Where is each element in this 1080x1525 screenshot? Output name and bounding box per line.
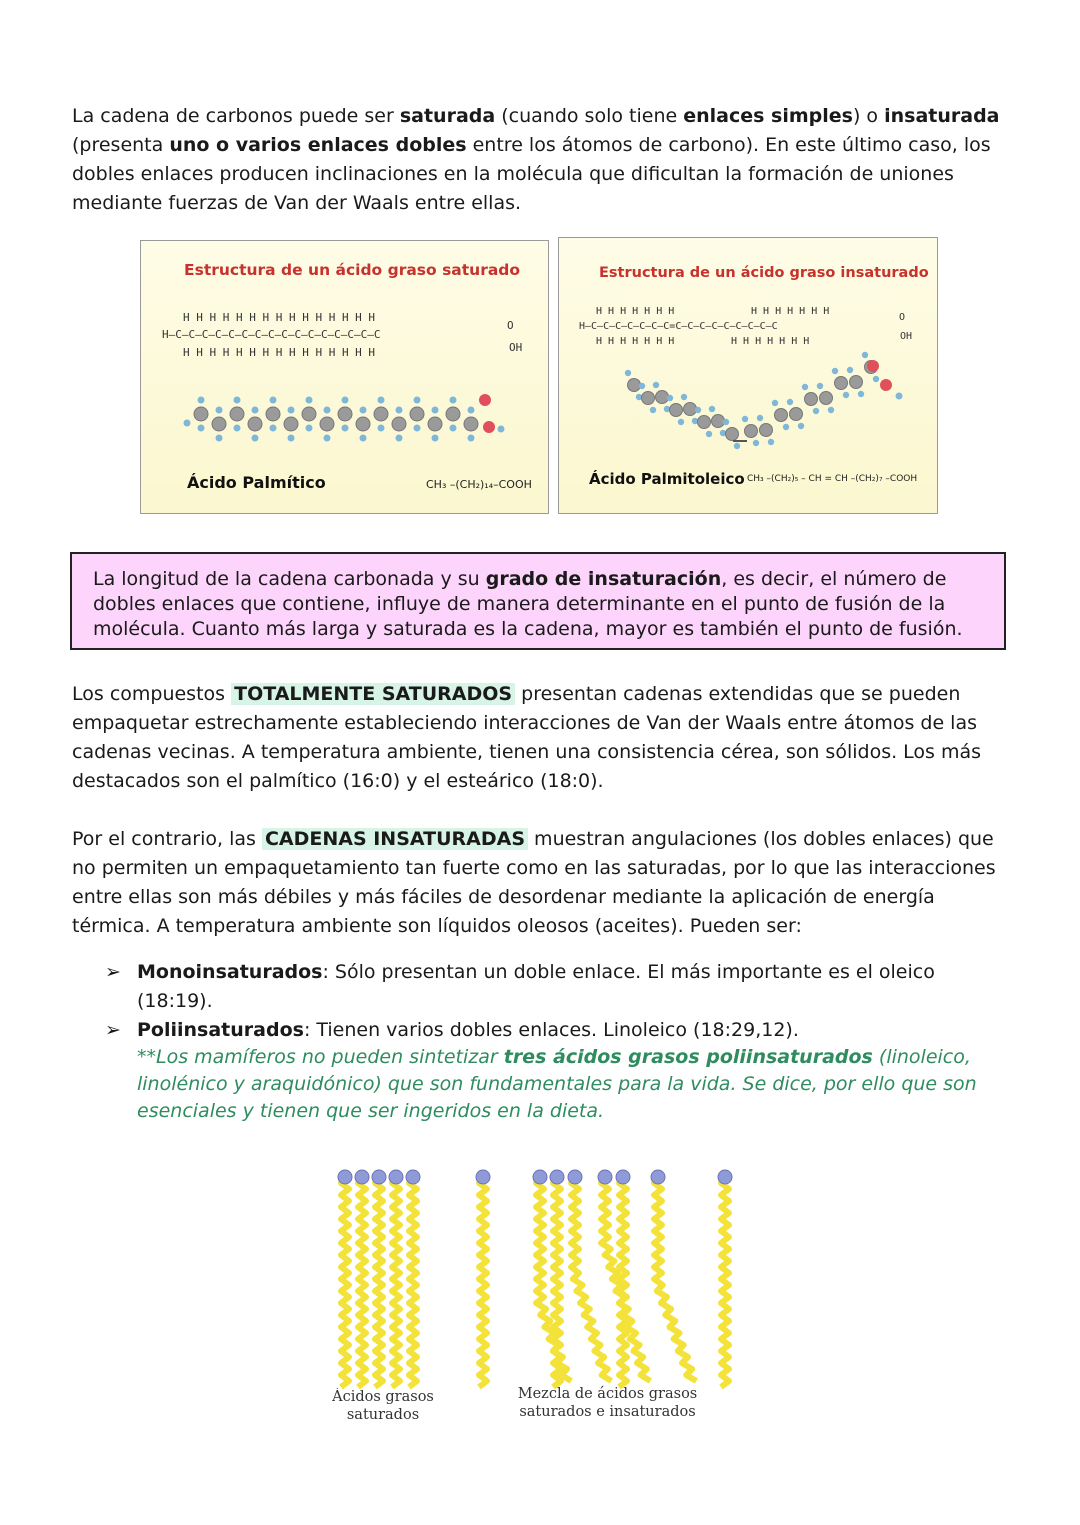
- list-item-monoinsaturados: ➢ Monoinsaturados: Sólo presentan un doble enlace. El más importante es el oleico (18:19).: [105, 958, 1005, 1016]
- carbon-atom: [775, 409, 788, 422]
- hydrogen-atom: [667, 395, 673, 401]
- polar-head: [406, 1170, 420, 1184]
- polar-head: [616, 1170, 630, 1184]
- hydrogen-atom: [817, 383, 823, 389]
- saturated-fatty-acid-figure: [140, 240, 549, 514]
- hydrogen-atom: [252, 435, 259, 442]
- carbon-atom: [356, 417, 370, 431]
- carbon-atom: [230, 407, 244, 421]
- hydrogen-atom: [324, 407, 331, 414]
- unsaturated-h-row-top-left: H H H H H H H: [596, 306, 675, 317]
- saturated-paragraph: Los compuestos TOTALMENTE SATURADOS presentan cadenas extendidas que se pueden empaquetar estrechamente estableciendo interacciones de Van der Waals entre átomos de las cadenas vecinas. A temperatura ambiente, tienen una consistencia cérea, son sólidos. Los más destacados son el palmítico (16:0) y el esteárico (18:0).: [72, 683, 982, 792]
- polar-head: [389, 1170, 403, 1184]
- unsaturated-h-row-bottom-left: H H H H H H H: [596, 336, 675, 347]
- hydrogen-atom: [396, 435, 403, 442]
- carbon-atom: [726, 428, 739, 441]
- unsaturated-carbon-chain: H–C–C–C–C–C–C–C=C–C–C–C–C–C–C–C–C: [579, 321, 778, 332]
- hydrogen-atom: [234, 425, 241, 432]
- hydrogen-atom: [787, 399, 793, 405]
- chain-tail: [721, 1177, 729, 1387]
- carbon-atom: [410, 407, 424, 421]
- polar-head: [476, 1170, 490, 1184]
- hydrogen-atom: [468, 407, 475, 414]
- unsaturated-highlight: CADENAS INSATURADAS: [262, 828, 528, 850]
- saturated-chain: [476, 1170, 490, 1387]
- hydrogen-atom: [734, 443, 740, 449]
- hydrogen-atom: [706, 431, 712, 437]
- carbon-atom: [712, 415, 725, 428]
- hydrogen-atom: [450, 425, 457, 432]
- hydrogen-atom: [432, 407, 439, 414]
- carbon-atom: [698, 416, 711, 429]
- saturated-chain: [550, 1170, 564, 1387]
- polar-head: [598, 1170, 612, 1184]
- hydrogen-atom: [342, 397, 349, 404]
- unsaturated-acid-formula: CH₃ –(CH₂)₅ – CH = CH –(CH₂)₇ –COOH: [747, 474, 918, 484]
- unsaturated-o-label: O: [899, 312, 906, 323]
- hydrogen-atom: [709, 406, 715, 412]
- saturated-chain: [355, 1170, 369, 1387]
- hydrogen-atom: [468, 435, 475, 442]
- hydrogen-atom: [216, 435, 223, 442]
- oxygen-atom: [483, 421, 495, 433]
- unsaturated-h-row-top-right: H H H H H H H: [751, 306, 830, 317]
- chain-tail: [375, 1177, 383, 1387]
- hydrogen-atom: [783, 424, 789, 430]
- hydrogen-atom: [650, 407, 656, 413]
- hydrogen-atom: [862, 352, 868, 358]
- hydrogen-atom: [288, 407, 295, 414]
- carbon-atom: [835, 377, 848, 390]
- saturated-ball-model: [184, 394, 505, 442]
- hydrogen-atom: [828, 407, 834, 413]
- carbon-atom: [212, 417, 226, 431]
- hydrogen-atom: [843, 392, 849, 398]
- hydrogen-atom: [847, 367, 853, 373]
- chain-tail: [654, 1177, 696, 1381]
- chain-tail: [553, 1177, 561, 1387]
- carbon-atom: [392, 417, 406, 431]
- saturated-chain: [616, 1170, 630, 1387]
- hydrogen-atom: [753, 440, 759, 446]
- carbon-atom: [338, 407, 352, 421]
- carbon-atom: [266, 407, 280, 421]
- hydrogen-atom: [802, 384, 808, 390]
- hydrogen-atom: [432, 435, 439, 442]
- hydrogen-atom: [798, 423, 804, 429]
- hydrogen-atom: [324, 435, 331, 442]
- unsaturated-acid-name: Ácido Palmitoleico: [589, 470, 745, 488]
- hydrogen-atom: [653, 382, 659, 388]
- polar-head: [372, 1170, 386, 1184]
- hydrogen-atom: [184, 420, 191, 427]
- hydrogen-atom: [768, 439, 774, 445]
- saturated-h-row-bottom: H H H H H H H H H H H H H H H: [183, 346, 376, 359]
- caption-mixture: Mezcla de ácidos grasos saturados e insaturados: [517, 1386, 698, 1420]
- polar-head: [718, 1170, 732, 1184]
- saturated-chain: [338, 1170, 352, 1387]
- hydrogen-atom: [625, 370, 631, 376]
- hydrogen-atom: [360, 435, 367, 442]
- carbon-atom: [446, 407, 460, 421]
- unsaturated-fatty-acid-figure: [558, 237, 938, 514]
- hydrogen-atom: [270, 397, 277, 404]
- unsaturated-ball-model: [625, 352, 903, 449]
- unsaturated-types-list: [105, 958, 1005, 1045]
- arrow-bullet-icon: ➢: [105, 1019, 121, 1041]
- chain-tail: [341, 1177, 349, 1387]
- hydrogen-atom: [498, 426, 505, 433]
- hydrogen-atom: [813, 408, 819, 414]
- hydrogen-atom: [772, 400, 778, 406]
- fatty-acid-packing-illustration: [325, 1163, 785, 1408]
- chain-tail: [409, 1177, 417, 1387]
- melting-point-note: [70, 552, 1006, 650]
- hydrogen-atom: [252, 407, 259, 414]
- essential-fatty-acids-note: **Los mamíferos no pueden sintetizar tres ácidos grasos poliinsaturados (linoleico, linolénico y araquidónico) que son fundamentales para la vida. Se dice, por ello que son esenciales y tienen que ser ingeridos en la dieta.: [137, 1046, 977, 1122]
- polar-head: [651, 1170, 665, 1184]
- arrow-bullet-icon: ➢: [105, 961, 121, 983]
- caption-saturated: Ácidos grasos saturados: [332, 1389, 434, 1422]
- hydrogen-atom: [360, 407, 367, 414]
- hydrogen-atom: [450, 397, 457, 404]
- unsaturated-chain: [651, 1170, 696, 1381]
- hydrogen-atom: [742, 416, 748, 422]
- hydrogen-atom: [873, 376, 879, 382]
- carbon-atom: [320, 417, 334, 431]
- hydrogen-atom: [216, 407, 223, 414]
- saturated-h-row-top: H H H H H H H H H H H H H H H: [183, 311, 376, 324]
- carbon-atom: [850, 376, 863, 389]
- hydrogen-atom: [639, 383, 645, 389]
- unsaturated-figure-title: Estructura de un ácido graso insaturado: [599, 265, 929, 281]
- polar-head: [568, 1170, 582, 1184]
- hydrogen-atom: [198, 425, 205, 432]
- hydrogen-atom: [723, 419, 729, 425]
- saturated-chain: [406, 1170, 420, 1387]
- carbon-atom: [628, 379, 641, 392]
- unsaturated-oh-label: OH: [900, 331, 913, 342]
- carbon-atom: [790, 408, 803, 421]
- hydrogen-atom: [681, 394, 687, 400]
- saturated-chain: [389, 1170, 403, 1387]
- hydrogen-atom: [306, 397, 313, 404]
- saturated-oh-label: OH: [509, 341, 523, 354]
- saturated-highlight: TOTALMENTE SATURADOS: [231, 683, 515, 705]
- hydrogen-atom: [414, 397, 421, 404]
- carbon-atom: [284, 417, 298, 431]
- hydrogen-atom: [342, 425, 349, 432]
- hydrogen-atom: [234, 397, 241, 404]
- list-item-poliinsaturados: ➢ Poliinsaturados: Tienen varios dobles enlaces. Linoleico (18:29,12).: [105, 1016, 1005, 1045]
- saturated-acid-formula: CH₃ –(CH₂)₁₄–COOH: [426, 478, 532, 491]
- carbon-atom: [464, 417, 478, 431]
- carbon-atom: [302, 407, 316, 421]
- carbon-atom: [670, 404, 683, 417]
- carbon-atom: [745, 425, 758, 438]
- hydrogen-atom: [306, 425, 313, 432]
- unsaturated-paragraph: Por el contrario, las CADENAS INSATURADAS muestran angulaciones (los dobles enlaces) que no permiten un empaquetamiento tan fuerte como en las saturadas, por lo que las interacciones entre ellas son más débiles y más fáciles de desordenar mediante la aplicación de energía térmica. A temperatura ambiente son líquidos oleosos (aceites). Pueden ser:: [72, 828, 996, 937]
- hydrogen-atom: [678, 419, 684, 425]
- chain-tail: [358, 1177, 366, 1387]
- carbon-atom: [642, 392, 655, 405]
- carbon-atom: [248, 417, 262, 431]
- hydrogen-atom: [414, 425, 421, 432]
- chain-tail: [479, 1177, 487, 1387]
- polar-head: [355, 1170, 369, 1184]
- polar-head: [338, 1170, 352, 1184]
- hydrogen-atom: [270, 425, 277, 432]
- carbon-atom: [820, 392, 833, 405]
- intro-paragraph: La cadena de carbonos puede ser saturada (cuando solo tiene enlaces simples) o insaturada (presenta uno o varios enlaces dobles entre los átomos de carbono). En este último caso, los dobles enlaces producen inclinaciones en la molécula que dificultan la formación de uniones mediante fuerzas de Van der Waals entre ellas.: [72, 105, 1000, 214]
- hydrogen-atom: [695, 407, 701, 413]
- hydrogen-atom: [378, 425, 385, 432]
- oxygen-atom: [880, 379, 892, 391]
- oxygen-atom: [479, 394, 491, 406]
- carbon-atom: [374, 407, 388, 421]
- chain-tail: [392, 1177, 400, 1387]
- saturated-figure-title: Estructura de un ácido graso saturado: [184, 261, 521, 279]
- saturated-carbon-chain: H–C–C–C–C–C–C–C–C–C–C–C–C–C–C–C–C: [162, 328, 381, 341]
- hydrogen-atom: [896, 393, 903, 400]
- hydrogen-atom: [288, 435, 295, 442]
- hydrogen-atom: [757, 415, 763, 421]
- carbon-atom: [805, 393, 818, 406]
- hydrogen-atom: [832, 368, 838, 374]
- saturated-acid-name: Ácido Palmítico: [187, 473, 326, 492]
- saturated-o-label: O: [507, 319, 514, 332]
- polar-head: [550, 1170, 564, 1184]
- hydrogen-atom: [198, 397, 205, 404]
- unsaturated-h-row-bottom-right: H H H H H H H: [731, 336, 810, 347]
- carbon-atom: [684, 403, 697, 416]
- hydrogen-atom: [396, 407, 403, 414]
- carbon-atom: [194, 407, 208, 421]
- carbon-atom: [760, 424, 773, 437]
- saturated-chain: [372, 1170, 386, 1387]
- chain-tail: [601, 1177, 650, 1381]
- saturated-chain: [718, 1170, 732, 1387]
- carbon-atom: [428, 417, 442, 431]
- hydrogen-atom: [858, 391, 864, 397]
- melting-point-note-text: La longitud de la cadena carbonada y su grado de insaturación, es decir, el número de dobles enlaces que contiene, influye de manera determinante en el punto de fusión de la molécula. Cuanto más larga y saturada es la cadena, mayor es también el punto de fusión.: [93, 568, 963, 640]
- oxygen-atom: [867, 360, 879, 372]
- chain-tail: [619, 1177, 627, 1387]
- polar-head: [533, 1170, 547, 1184]
- hydrogen-atom: [378, 397, 385, 404]
- carbon-atom: [656, 391, 669, 404]
